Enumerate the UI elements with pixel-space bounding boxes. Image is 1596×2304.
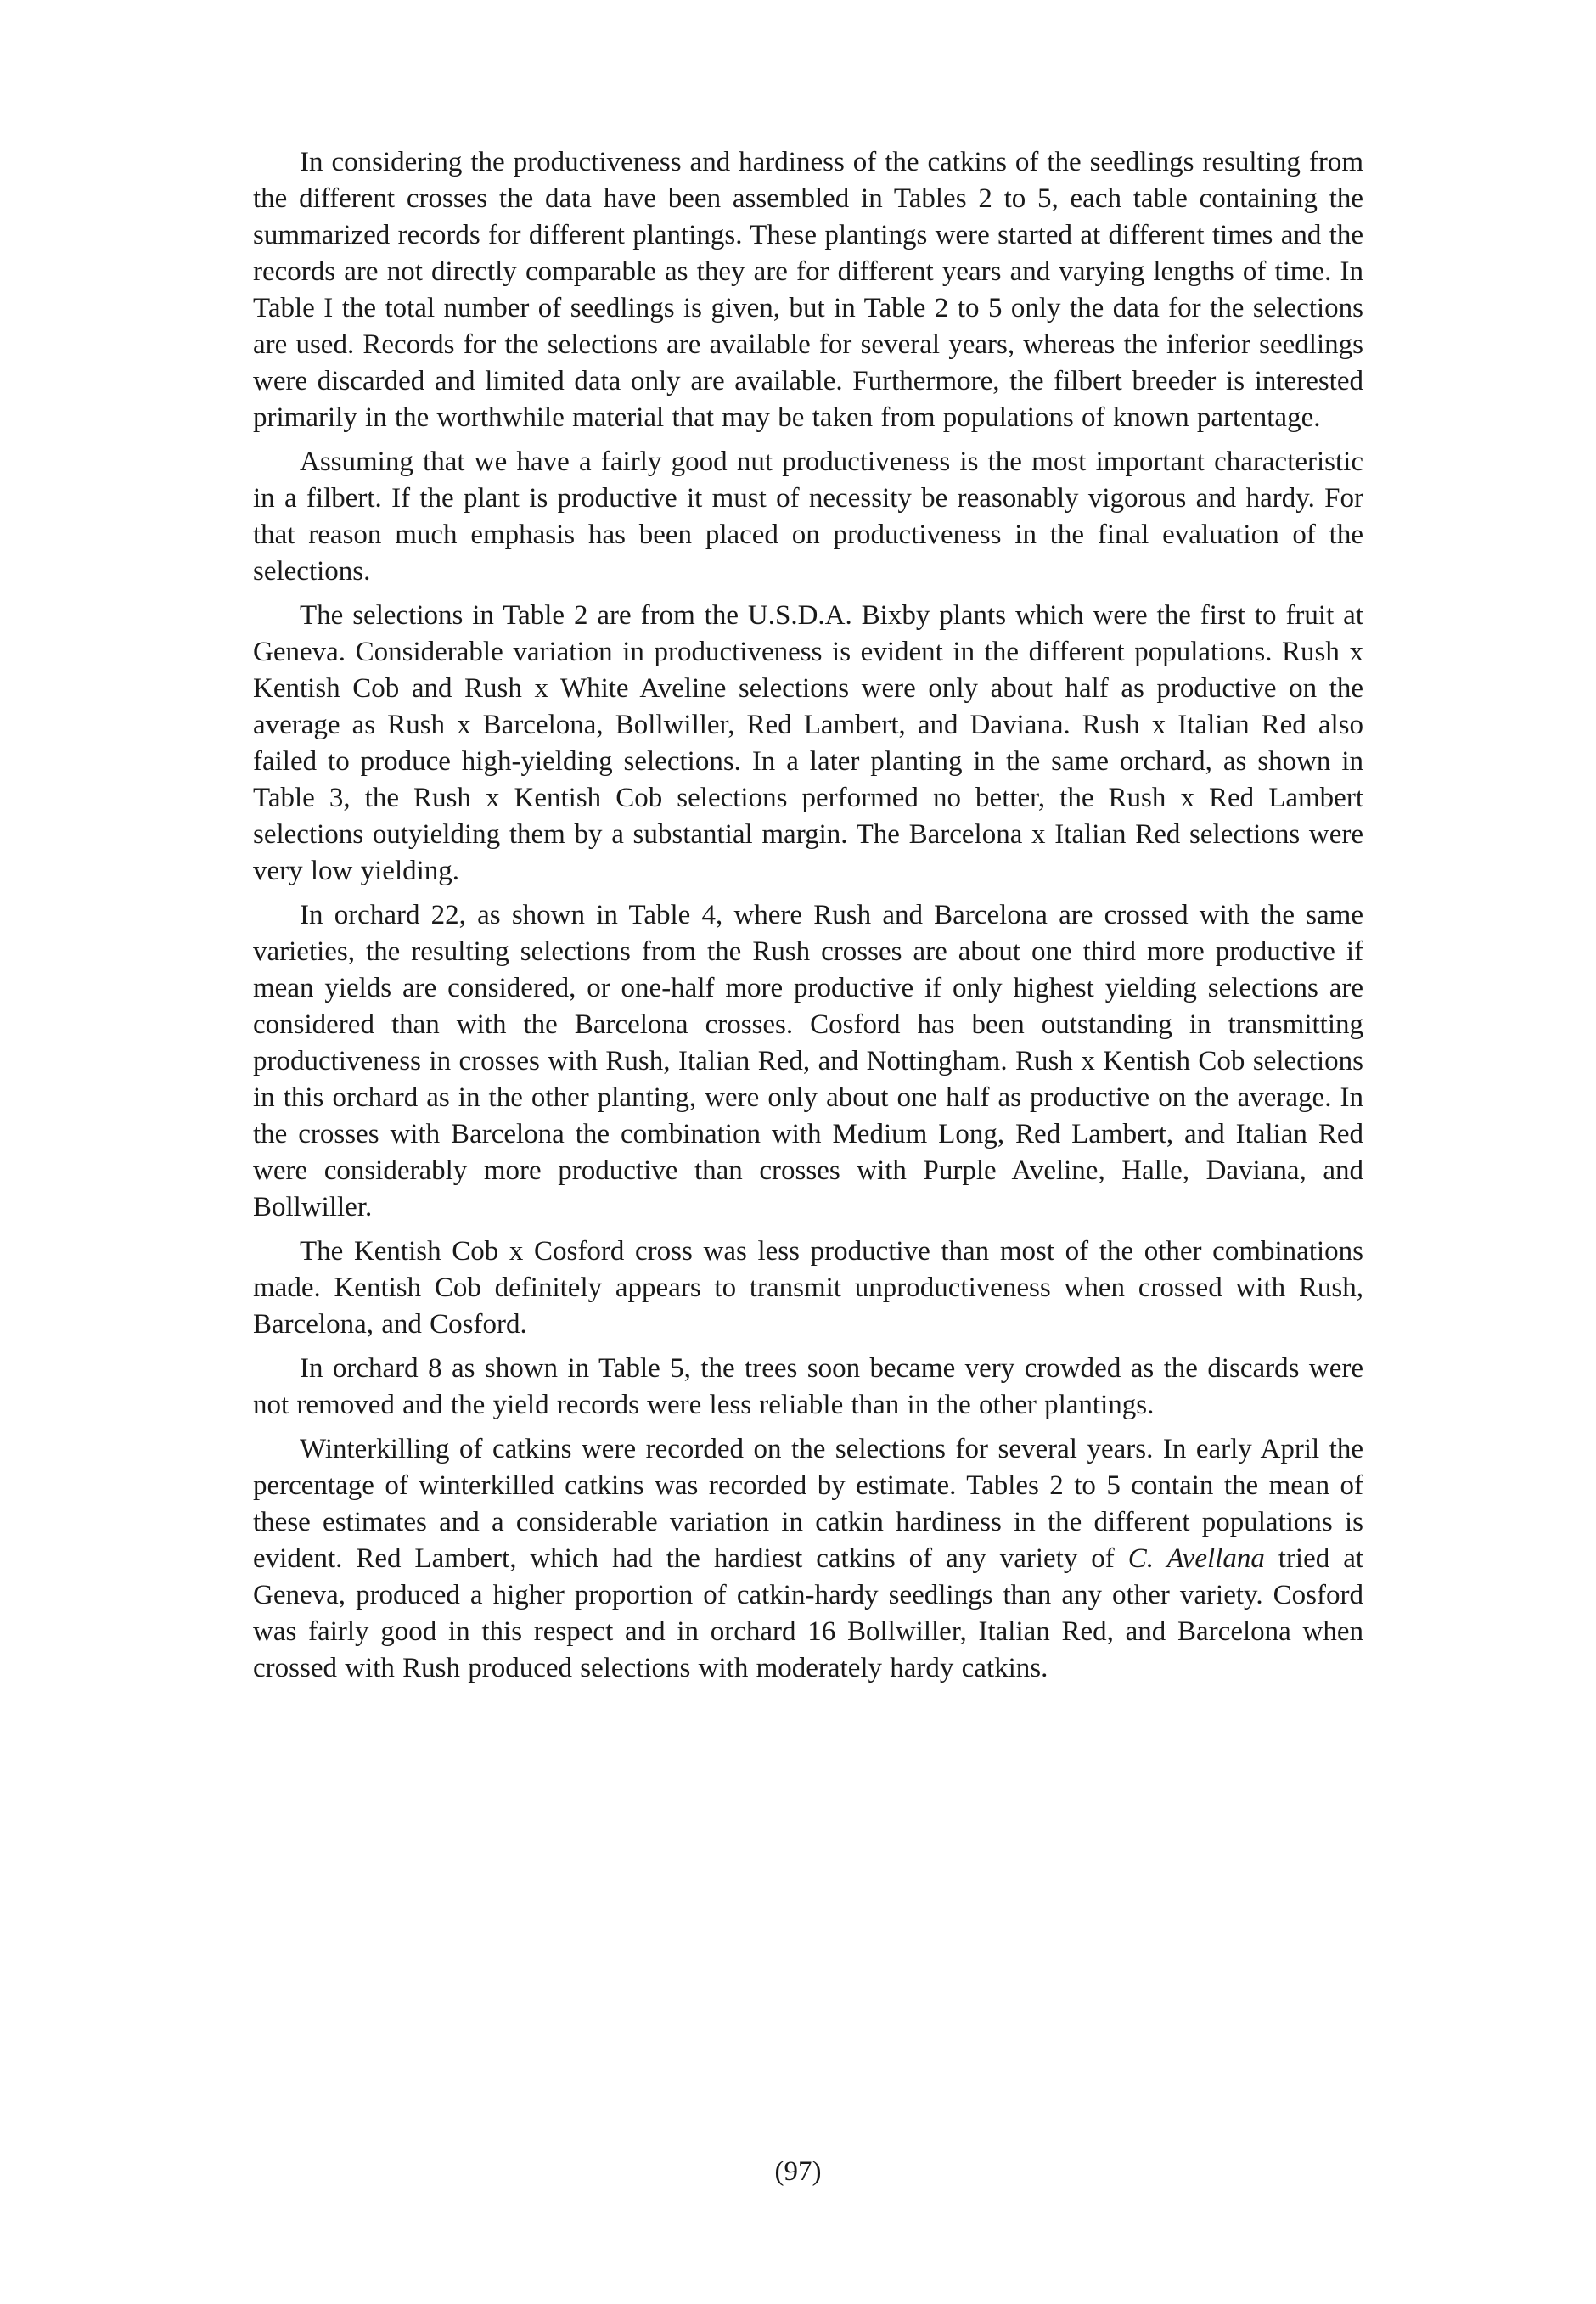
paragraph-productiveness: Assuming that we have a fairly good nut productiveness is the most important characteristic in a filbert. If the plant is productive it must of necessity be reasonably vigorous and hardy. For that reason much emphasis has been placed on productiveness in the final evaluation of the selections. xyxy=(253,447,1363,587)
page-number: (97) xyxy=(774,2156,822,2187)
paragraph-kentish-cob: The Kentish Cob x Cosford cross was less productive than most of the other combinations made. Kentish Cob definitely appears to transmit unproductiveness when crossed with Rush, Barcelona, and Cosford. xyxy=(253,1236,1363,1340)
paragraph-orchard-22: In orchard 22, as shown in Table 4, where Rush and Barcelona are crossed with the same varieties, the resulting selections from the Rush crosses are about one third more productive if mean yields are considered, or one-half more productive if only highest yielding selections are considered than with the Barcelona crosses. Cosford has been outstanding in transmitting productiveness in crosses with Rush, Italian Red, and Nottingham. Rush x Kentish Cob selections in this orchard as in the other planting, were only about one half as productive on the average. In the crosses with Barcelona the combination with Medium Long, Red Lambert, and Italian Red were considerably more productive than crosses with Purple Aveline, Halle, Daviana, and Bollwiller. xyxy=(253,900,1363,1222)
winterkilling-text-part-2: tried at Geneva, produced a higher proportion of catkin-hardy seedlings than any other variety. Cosford was fairly good in this respect and in orchard 16 Bollwiller, Italian Red, and Barcelona when crossed with Rush produced selections with moderately hardy catkins. xyxy=(253,1543,1364,1683)
paragraph-data-overview: In considering the productiveness and hardiness of the catkins of the seedlings resulting from the different crosses the data have been assembled in Tables 2 to 5, each table containing the summarized records for different plantings. These plantings were started at different times and the records are not directly comparable as they are for different years and varying lengths of time. In Table I the total number of seedlings is given, but in Table 2 to 5 only the data for the selections are used. Records for the selections are available for several years, whereas the inferior seedlings were discarded and limited data only are available. Furthermore, the filbert breeder is interested primarily in the worthwhile material that may be taken from populations of known partentage. xyxy=(253,147,1363,433)
paragraph-table-2: The selections in Table 2 are from the U.S.D.A. Bixby plants which were the first to fruit at Geneva. Considerable variation in productiveness is evident in the different populations. Rush x Kentish Cob and Rush x White Aveline selections were only about half as productive on the average as Rush x Barcelona, Bollwiller, Red Lambert, and Daviana. Rush x Italian Red also failed to produce high-yielding selections. In a later planting in the same orchard, as shown in Table 3, the Rush x Kentish Cob selections performed no better, the Rush x Red Lambert selections outyielding them by a substantial margin. The Barcelona x Italian Red selections were very low yielding. xyxy=(253,600,1363,886)
body-text xyxy=(253,144,1363,1694)
winterkilling-text-part-1: Winterkilling of catkins were recorded on the selections for several years. In early April the percentage of winterkilled catkins was recorded by estimate. Tables 2 to 5 contain the mean of these estimates and a considerable variation in catkin hardiness in the different populations is evident. Red Lambert, which had the hardiest catkins of any variety of xyxy=(253,1434,1363,1574)
paragraph-winterkilling xyxy=(253,1431,1363,1687)
paragraph-orchard-8: In orchard 8 as shown in Table 5, the trees soon became very crowded as the discards were not removed and the yield records were less reliable than in the other plantings. xyxy=(253,1353,1363,1420)
species-name: C. Avellana xyxy=(1127,1543,1265,1574)
